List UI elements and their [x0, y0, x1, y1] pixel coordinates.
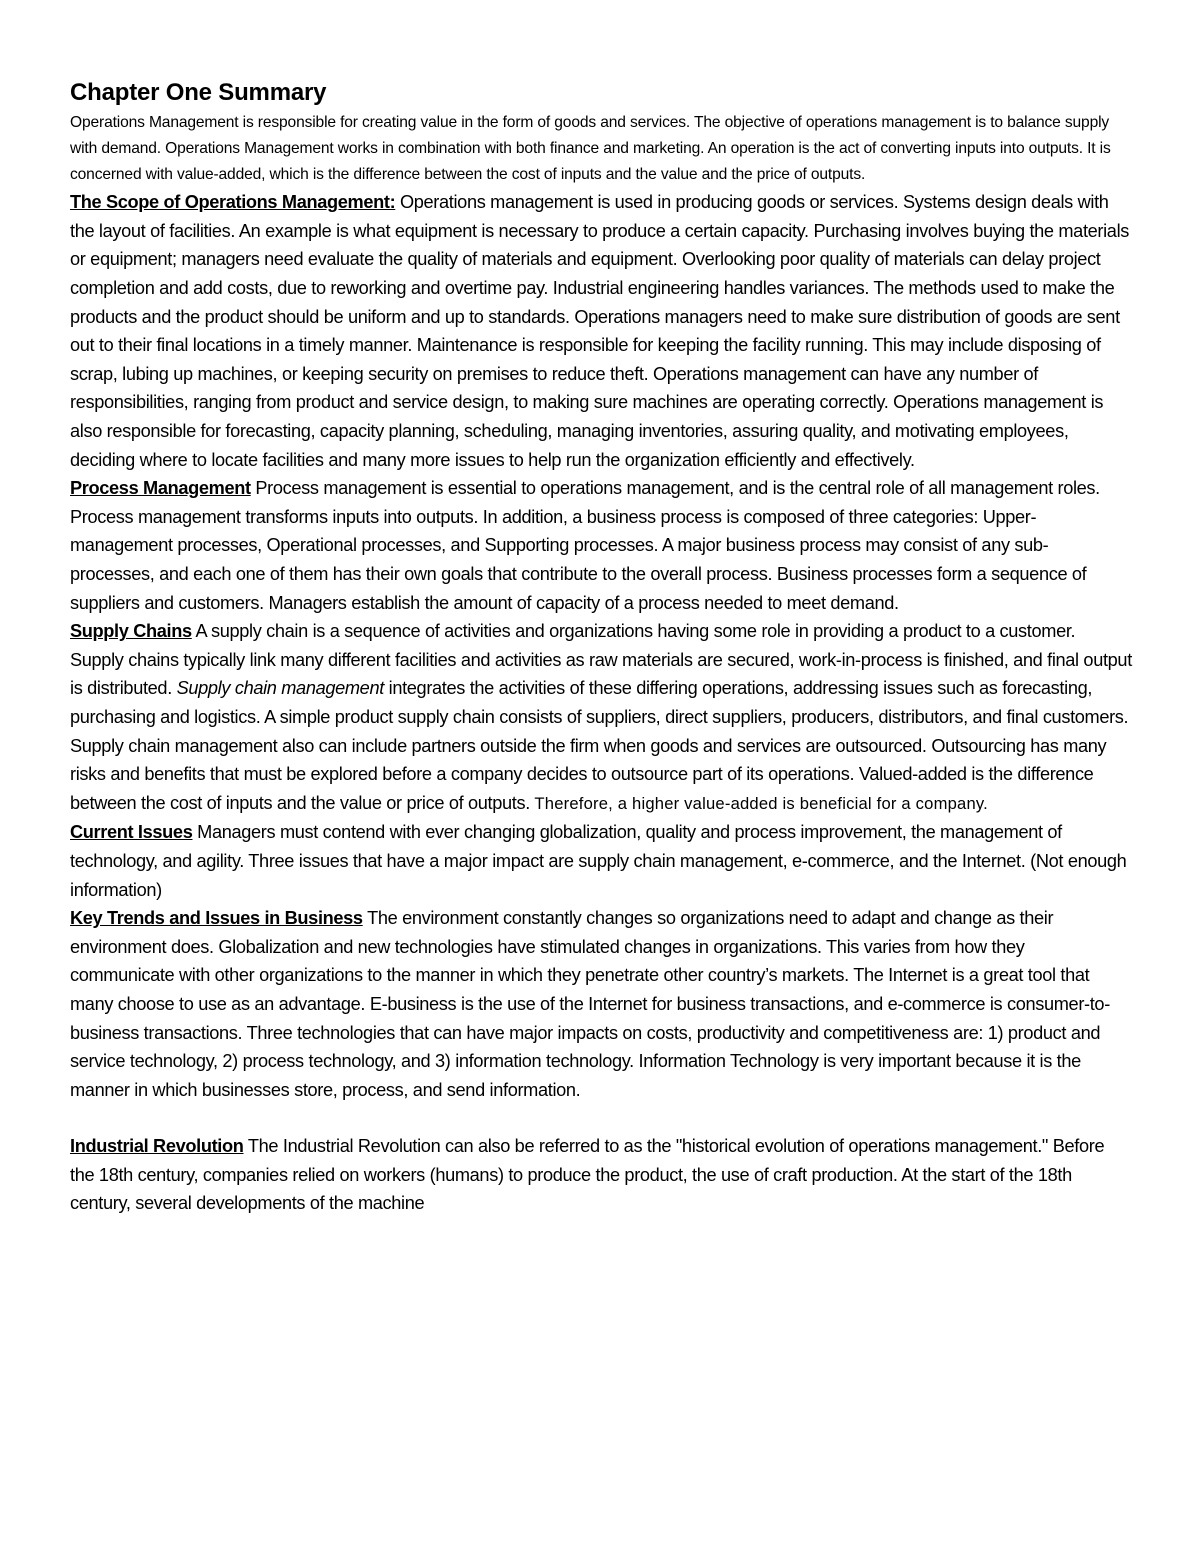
section-body-supply-b: integrates the activities of these differing operations, addressing issues such as forecasting, purchasing and logistics. A simple product supply chain consists of suppliers, direct suppliers, producers, distributors, and final customers. Supply chain management also can include partners outside the firm when goods and services are outsourced. Outsourcing has many risks and benefits that must be explored before a company decides to outsource part of its operations. Valued-added is the difference between the cost of inputs and the value or price of outputs.: [70, 678, 1129, 813]
section-body-current: Managers must contend with ever changing globalization, quality and process improvement, the management of technology, and agility. Three issues that have a major impact are supply chain management, e-commerce, and the Internet. (Not enough information): [70, 822, 1127, 900]
section-scope: [70, 188, 1132, 474]
page-title: Chapter One Summary: [70, 79, 327, 106]
section-heading-current: Current Issues: [70, 822, 193, 843]
section-supply: [70, 617, 1132, 818]
section-body-supply-c: Therefore, a higher value-added is beneficial for a company.: [529, 793, 988, 813]
section-body-industrial: The Industrial Revolution can also be referred to as the "historical evolution of operations management." Before the 18th century, companies relied on workers (humans) to produce the product, the use of craft production. At the start of the 18th century, several developments of the machine: [70, 1136, 1105, 1214]
document-page: [70, 76, 1132, 1218]
intro-paragraph: Operations Management is responsible for creating value in the form of goods and services. The objective of operations management is to balance supply with demand. Operations Management works in combination with both finance and marketing. An operation is the act of converting inputs into outputs. It is concerned with value-added, which is the difference between the cost of inputs and the value and the price of outputs.: [70, 114, 1111, 184]
paragraph-gap: [70, 1104, 1132, 1132]
section-industrial: [70, 1132, 1132, 1218]
section-trends: [70, 904, 1132, 1104]
section-body-scope: Operations management is used in producing goods or services. Systems design deals with the layout of facilities. An example is what equipment is necessary to produce a certain capacity. Purchasing involves buying the materials or equipment; managers need evaluate the quality of materials and equipment. Overlooking poor quality of materials can delay project completion and add costs, due to reworking and overtime pay. Industrial engineering handles variances. The methods used to make the products and the product should be uniform and up to standards. Operations managers need to make sure distribution of goods are sent out to their final locations in a timely manner. Maintenance is responsible for keeping the facility running. This may include disposing of scrap, lubing up machines, or keeping security on premises to reduce theft. Operations management can have any number of responsibilities, ranging from product and service design, to making sure machines are operating correctly. Operations management is also responsible for forecasting, capacity planning, scheduling, managing inventories, assuring quality, and motivating employees, deciding where to locate facilities and many more issues to help run the organization efficiently and effectively.: [70, 192, 1130, 470]
section-heading-process: Process Management: [70, 478, 251, 499]
section-heading-supply: Supply Chains: [70, 621, 192, 642]
section-current: [70, 818, 1132, 904]
section-heading-trends: Key Trends and Issues in Business: [70, 908, 363, 929]
section-body-trends: The environment constantly changes so organizations need to adapt and change as their environment does. Globalization and new technologies have stimulated changes in organizations. This varies from how they communicate with other organizations to the manner in which they penetrate other country’s markets. The Internet is a great tool that many choose to use as an advantage. E-business is the use of the Internet for business transactions, and e-commerce is consumer-to-business transactions. Three technologies that can have major impacts on costs, productivity and competitiveness are: 1) product and service technology, 2) process technology, and 3) information technology. Information Technology is very important because it is the manner in which businesses store, process, and send information.: [70, 908, 1110, 1100]
section-heading-industrial: Industrial Revolution: [70, 1136, 244, 1157]
section-heading-scope: The Scope of Operations Management:: [70, 192, 396, 213]
section-italic-supply: Supply chain management: [176, 678, 384, 699]
section-process: [70, 474, 1132, 617]
section-body-supply-a: A supply chain is a sequence of activities and organizations having some role in providing a product to a customer. Supply chains typically link many different facilities and activities as raw materials are secured, work-in-process is finished, and final output is distributed.: [70, 621, 1132, 699]
section-body-process: Process management is essential to operations management, and is the central role of all management roles. Process management transforms inputs into outputs. In addition, a business process is composed of three categories: Upper-management processes, Operational processes, and Supporting processes. A major business process may consist of any sub-processes, and each one of them has their own goals that contribute to the overall process. Business processes form a sequence of suppliers and customers. Managers establish the amount of capacity of a process needed to meet demand.: [70, 478, 1100, 613]
